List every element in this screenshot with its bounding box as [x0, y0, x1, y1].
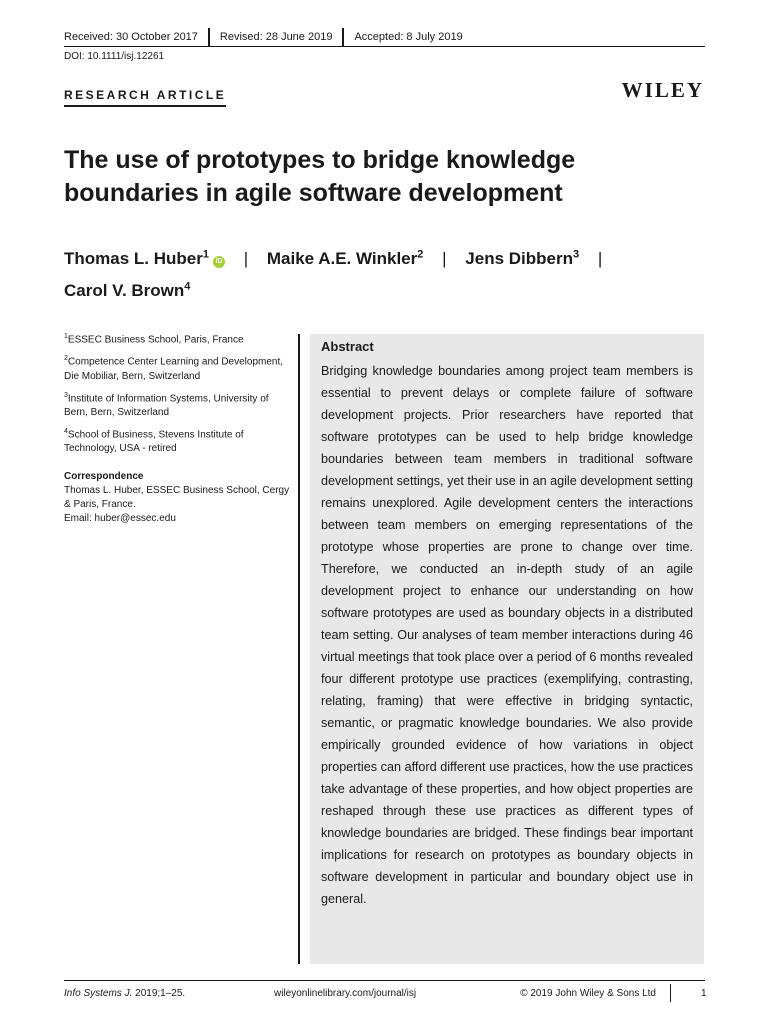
page-number: 1 [701, 987, 707, 999]
correspondence-heading: Correspondence [64, 471, 144, 483]
date-divider [208, 28, 210, 46]
publisher-logo: WILEY [621, 78, 704, 102]
article-type: RESEARCH ARTICLE [64, 88, 226, 107]
journal-website[interactable]: wileyonlinelibrary.com/journal/isj [274, 987, 417, 999]
author-name[interactable]: Thomas L. Huber$^1$ [64, 248, 209, 268]
footer-rule [64, 980, 705, 981]
author-list [64, 240, 704, 305]
footer-divider [670, 984, 671, 1002]
abstract-heading: Abstract [321, 339, 374, 354]
author-name[interactable]: Maike A.E. Winkler$^2$ [266, 248, 424, 268]
affiliations [64, 330, 290, 526]
author-separator: | [442, 248, 447, 268]
column-divider [298, 334, 300, 964]
copyright: © 2019 John Wiley & Sons Ltd [520, 987, 656, 999]
accepted-date: Accepted: 8 July 2019 [354, 31, 463, 43]
revised-date: Revised: 28 June 2019 [219, 31, 333, 43]
author-name[interactable]: Jens Dibbern$^3$ [465, 248, 580, 268]
correspondence-address: Thomas L. Huber, ESSEC Business School, Cergy & Paris, France. [64, 485, 290, 511]
date-divider [342, 28, 344, 46]
affiliation: $^1$ESSEC Business School, Paris, France [64, 333, 244, 346]
article-dates [64, 28, 705, 46]
journal-citation: Info Systems J. 2019;1–25. [64, 987, 186, 999]
orcid-icon[interactable]: iD [213, 256, 225, 268]
header-rule [64, 46, 705, 47]
abstract-text: Bridging knowledge boundaries among project team members is essential to prevent delays or complete failure of software development projects. Prior researchers have reported that software prototypes can be used to help bridge knowledge boundaries between team members in traditional software development settings, yet their use in an agile development setting remains unexplored. Agile development centers the interactions between team members on emerging representations of the prototype whose properties are prone to change over time. Therefore, we conducted an in-depth study of an agile development project to enhance our understanding on how software prototypes are used as boundary objects in a distributed team setting. Our analyses of team member interactions during 46 virtual meetings that took place over a period of 6 months revealed four different prototype use practices (exemplifying, contrasting, relating, framing) that were effective in bridging syntactic, semantic, or pragmatic knowledge boundaries. We also provide empirically grounded evidence of how variations in object properties can afford different use practices, how the use practices take advantage of these properties, and how object properties are reshaped through these use practices as different types of knowledge boundaries are bridged. These findings bear important implications for research on prototypes as boundary objects in software development in particular and boundary object use in general. [321, 364, 693, 906]
correspondence-email[interactable]: Email: huber@essec.edu [64, 513, 176, 525]
affiliation: $^4$School of Business, Stevens Institute of Technology, USA - retired [64, 427, 244, 455]
author-separator: | [243, 248, 249, 268]
paper-title: The use of prototypes to bridge knowledge boundaries in agile software development [64, 146, 576, 207]
correspondence [64, 470, 290, 526]
page-footer [64, 984, 705, 1002]
affiliation: $^3$Institute of Information Systems, University of Bern, Bern, Switzerland [64, 391, 269, 418]
received-date: Received: 30 October 2017 [64, 31, 198, 43]
doi[interactable]: DOI: 10.1111/isj.12261 [64, 51, 165, 62]
author-name[interactable]: Carol V. Brown$^4$ [64, 280, 191, 301]
affiliation: $^2$Competence Center Learning and Development, Die Mobiliar, Bern, Switzerland [64, 355, 284, 382]
abstract-box [310, 334, 704, 964]
author-separator: | [597, 248, 603, 268]
